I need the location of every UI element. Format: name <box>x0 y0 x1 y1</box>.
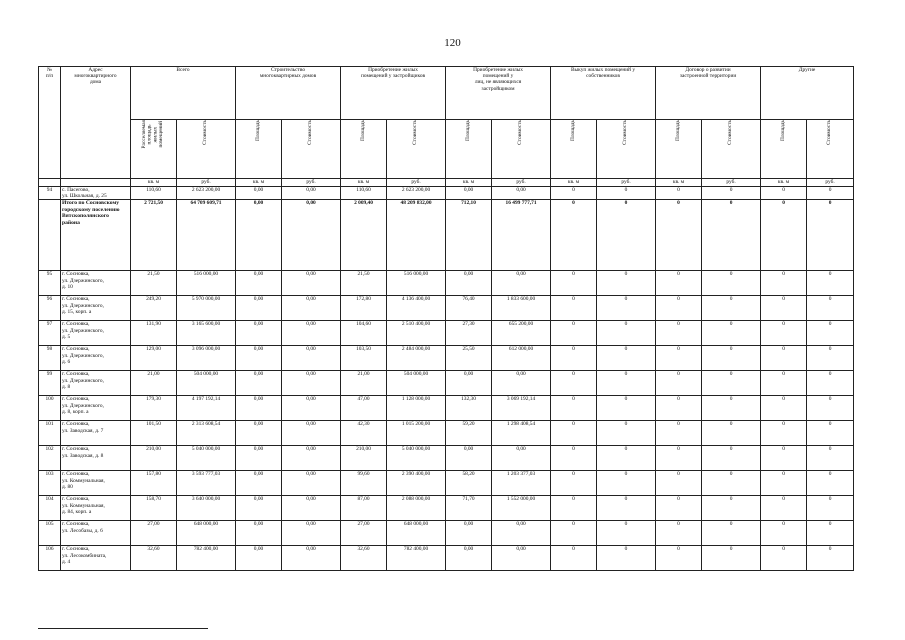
cost-value: 0,00 <box>492 271 551 296</box>
table-row <box>39 496 854 521</box>
table-row <box>39 346 854 371</box>
row-number: 97 <box>39 321 61 346</box>
cost-value: 0,00 <box>282 496 341 521</box>
row-number: 102 <box>39 446 61 471</box>
cost-value: 0 <box>807 371 854 396</box>
area-value: 0 <box>656 187 702 200</box>
unit-cell: кв. м <box>761 179 807 187</box>
total-row <box>39 200 854 271</box>
table-body <box>39 187 854 571</box>
cost-value: 0 <box>597 346 656 371</box>
area-value: 0 <box>656 421 702 446</box>
cost-value: 0 <box>597 496 656 521</box>
total-label: Итого по Сосновскому городскому поселению Вятскополянского района <box>61 200 131 271</box>
address-cell: г. Сосновка, ул. Дзержинского, д. 5 <box>61 321 131 346</box>
cost-value: 5 040 000,00 <box>177 446 236 471</box>
area-value: 0,00 <box>236 446 282 471</box>
table-row <box>39 521 854 546</box>
subheader-total-area: Расселяемая площадь жилых помещений <box>131 120 177 179</box>
cost-value: 0,00 <box>282 446 341 471</box>
area-value: 0 <box>656 521 702 546</box>
subheader-cost: Стоимость <box>282 120 341 179</box>
table-row <box>39 187 854 200</box>
area-value: 158,70 <box>131 496 177 521</box>
subheader-cost: Стоимость <box>387 120 446 179</box>
area-value: 99,60 <box>341 471 387 496</box>
cost-value: 0 <box>702 471 761 496</box>
cost-value: 0 <box>807 521 854 546</box>
area-value: 0,00 <box>236 371 282 396</box>
subheader-cost: Стоимость <box>492 120 551 179</box>
cost-value: 516 000,00 <box>177 271 236 296</box>
area-value: 0 <box>551 446 597 471</box>
area-value: 0 <box>656 371 702 396</box>
cost-value: 3 593 777,03 <box>177 471 236 496</box>
cost-value: 0 <box>597 200 656 271</box>
cost-value: 0 <box>807 496 854 521</box>
cost-value: 48 209 832,00 <box>387 200 446 271</box>
cost-value: 0 <box>807 321 854 346</box>
cost-value: 5 970 000,00 <box>177 296 236 321</box>
cost-value: 5 040 000,00 <box>387 446 446 471</box>
cost-value: 648 000,00 <box>177 521 236 546</box>
header-address: Адрес многоквартирного дома <box>61 67 131 179</box>
area-value: 0,00 <box>236 521 282 546</box>
cost-value: 0 <box>702 321 761 346</box>
subheader-area: Площадь <box>341 120 387 179</box>
area-value: 0 <box>761 546 807 571</box>
area-value: 0 <box>551 271 597 296</box>
cost-value: 782 400,00 <box>387 546 446 571</box>
area-value: 0 <box>551 321 597 346</box>
cost-value: 0 <box>807 271 854 296</box>
cost-value: 0 <box>807 296 854 321</box>
cost-value: 0 <box>597 396 656 421</box>
area-value: 712,10 <box>446 200 492 271</box>
table-row <box>39 321 854 346</box>
unit-cell: руб. <box>177 179 236 187</box>
area-value: 0 <box>761 496 807 521</box>
cost-value: 0,00 <box>492 521 551 546</box>
cost-value: 0,00 <box>282 546 341 571</box>
cost-value: 16 499 777,71 <box>492 200 551 271</box>
cost-value: 1 015 200,00 <box>387 421 446 446</box>
resettlement-cost-table <box>38 66 854 571</box>
address-cell: г. Сосновка, ул. Дзержинского, д. 15, корп. а <box>61 296 131 321</box>
subheader-cost: Стоимость <box>597 120 656 179</box>
area-value: 21,50 <box>341 271 387 296</box>
area-value: 157,80 <box>131 471 177 496</box>
cost-value: 504 000,00 <box>387 371 446 396</box>
cost-value: 2 088 000,00 <box>387 496 446 521</box>
area-value: 32,60 <box>341 546 387 571</box>
area-value: 27,00 <box>341 521 387 546</box>
address-cell: г. Сосновка, ул. Лесобазы, д. 6 <box>61 521 131 546</box>
cost-value: 2 623 200,00 <box>177 187 236 200</box>
unit-cell: руб. <box>597 179 656 187</box>
area-value: 0 <box>551 200 597 271</box>
cost-value: 1 833 600,00 <box>492 296 551 321</box>
cost-value: 516 000,00 <box>387 271 446 296</box>
cost-value: 3 165 600,00 <box>177 321 236 346</box>
cost-value: 0 <box>597 421 656 446</box>
area-value: 2 009,40 <box>341 200 387 271</box>
cost-value: 2 510 400,00 <box>387 321 446 346</box>
subheader-area: Площадь <box>761 120 807 179</box>
row-number: 95 <box>39 271 61 296</box>
cost-value: 0,00 <box>282 396 341 421</box>
page-number: 120 <box>444 37 461 49</box>
area-value: 0 <box>551 396 597 421</box>
cost-value: 0 <box>807 200 854 271</box>
row-number: 98 <box>39 346 61 371</box>
area-value: 110,60 <box>131 187 177 200</box>
address-cell: г. Сосновка, ул. Дзержинского, д. 6 <box>61 346 131 371</box>
area-value: 0 <box>551 521 597 546</box>
cost-value: 0 <box>807 346 854 371</box>
subheader-area: Площадь <box>446 120 492 179</box>
unit-cell: кв. м <box>236 179 282 187</box>
area-value: 104,60 <box>341 321 387 346</box>
cost-value: 0,00 <box>492 546 551 571</box>
table-row <box>39 421 854 446</box>
cost-value: 0,00 <box>282 346 341 371</box>
area-value: 0,00 <box>236 296 282 321</box>
cost-value: 0 <box>702 496 761 521</box>
unit-cell: руб. <box>387 179 446 187</box>
cost-value: 3 640 000,00 <box>177 496 236 521</box>
area-value: 110,60 <box>341 187 387 200</box>
cost-value: 0 <box>702 546 761 571</box>
cost-value: 2 390 400,00 <box>387 471 446 496</box>
area-value: 0,00 <box>446 546 492 571</box>
subheader-area: Площадь <box>551 120 597 179</box>
area-value: 0 <box>761 446 807 471</box>
cost-value: 0 <box>702 271 761 296</box>
cost-value: 0 <box>702 396 761 421</box>
cost-value: 0 <box>702 346 761 371</box>
cost-value: 782 400,00 <box>177 546 236 571</box>
area-value: 21,00 <box>341 371 387 396</box>
cost-value: 0 <box>702 421 761 446</box>
area-value: 47,00 <box>341 396 387 421</box>
cost-value: 0,00 <box>282 271 341 296</box>
area-value: 0 <box>656 271 702 296</box>
cost-value: 0,00 <box>282 200 341 271</box>
row-number <box>39 200 61 271</box>
table-row <box>39 271 854 296</box>
address-cell: г. Сосновка, ул. Дзержинского, д. 8 <box>61 371 131 396</box>
area-value: 0 <box>656 200 702 271</box>
area-value: 0 <box>761 346 807 371</box>
cost-value: 3 069 192,14 <box>492 396 551 421</box>
area-value: 0 <box>551 471 597 496</box>
cost-value: 0 <box>702 200 761 271</box>
area-value: 21,50 <box>131 271 177 296</box>
cost-value: 0 <box>807 446 854 471</box>
area-value: 0 <box>656 296 702 321</box>
area-value: 132,30 <box>446 396 492 421</box>
area-value: 0,00 <box>236 346 282 371</box>
area-value: 25,50 <box>446 346 492 371</box>
cost-value: 504 000,00 <box>177 371 236 396</box>
area-value: 0 <box>656 321 702 346</box>
area-value: 71,70 <box>446 496 492 521</box>
cost-value: 0,00 <box>282 296 341 321</box>
area-value: 27,30 <box>446 321 492 346</box>
area-value: 0 <box>551 546 597 571</box>
table-row <box>39 296 854 321</box>
area-value: 0 <box>656 546 702 571</box>
area-value: 87,00 <box>341 496 387 521</box>
area-value: 0 <box>761 321 807 346</box>
cost-value: 0 <box>597 371 656 396</box>
header-group-nondeveloper-purchase: Приобретение жилых помещений у лиц, не являющихся застройщиком <box>446 67 551 120</box>
row-number: 104 <box>39 496 61 521</box>
table-row <box>39 371 854 396</box>
area-value: 0 <box>761 271 807 296</box>
header-group-developer-purchase: Приобретение жилых помещений у застройщиков <box>341 67 446 120</box>
area-value: 0,00 <box>236 187 282 200</box>
row-number: 103 <box>39 471 61 496</box>
cost-value: 0 <box>702 521 761 546</box>
cost-value: 0 <box>807 546 854 571</box>
area-value: 0 <box>761 187 807 200</box>
unit-cell: кв. м <box>446 179 492 187</box>
area-value: 0,00 <box>446 446 492 471</box>
area-value: 0,00 <box>236 471 282 496</box>
cost-value: 64 709 609,71 <box>177 200 236 271</box>
unit-cell: кв. м <box>341 179 387 187</box>
unit-cell: кв. м <box>551 179 597 187</box>
address-cell: с. Пасегово, ул. Школьная, д. 25 <box>61 187 131 200</box>
unit-cell: руб. <box>807 179 854 187</box>
area-value: 0 <box>761 421 807 446</box>
row-number: 96 <box>39 296 61 321</box>
area-value: 0 <box>761 471 807 496</box>
area-value: 32,60 <box>131 546 177 571</box>
area-value: 0 <box>656 471 702 496</box>
row-number: 94 <box>39 187 61 200</box>
area-value: 131,90 <box>131 321 177 346</box>
area-value: 103,50 <box>341 346 387 371</box>
header-group-other: Другие <box>761 67 854 120</box>
cost-value: 2 484 000,00 <box>387 346 446 371</box>
area-value: 0,00 <box>236 321 282 346</box>
cost-value: 0 <box>807 421 854 446</box>
row-number: 101 <box>39 421 61 446</box>
cost-value: 0 <box>597 471 656 496</box>
cost-value: 0,00 <box>282 421 341 446</box>
cost-value: 0 <box>597 546 656 571</box>
cost-value: 0 <box>807 396 854 421</box>
cost-value: 1 203 377,03 <box>492 471 551 496</box>
row-number: 99 <box>39 371 61 396</box>
subheader-cost: Стоимость <box>807 120 854 179</box>
cost-value: 2 623 200,00 <box>387 187 446 200</box>
cost-value: 4 136 400,00 <box>387 296 446 321</box>
cost-value: 0,00 <box>282 371 341 396</box>
area-value: 0 <box>761 371 807 396</box>
area-value: 172,80 <box>341 296 387 321</box>
area-value: 0,00 <box>446 271 492 296</box>
area-value: 210,00 <box>131 446 177 471</box>
area-value: 179,30 <box>131 396 177 421</box>
cost-value: 1 552 000,00 <box>492 496 551 521</box>
units-row <box>39 179 854 187</box>
area-value: 0,00 <box>236 396 282 421</box>
area-value: 0,00 <box>236 546 282 571</box>
area-value: 0,00 <box>446 521 492 546</box>
cost-value: 0,00 <box>492 446 551 471</box>
header-group-buyout: Выкуп жилых помещений у собственников <box>551 67 656 120</box>
area-value: 0 <box>551 296 597 321</box>
area-value: 0 <box>656 396 702 421</box>
area-value: 21,00 <box>131 371 177 396</box>
address-cell: г. Сосновка, ул. Заводская, д. 8 <box>61 446 131 471</box>
unit-cell: руб. <box>702 179 761 187</box>
area-value: 249,20 <box>131 296 177 321</box>
area-value: 129,00 <box>131 346 177 371</box>
subheader-cost: Стоимость <box>702 120 761 179</box>
area-value: 0,00 <box>446 371 492 396</box>
area-value: 0 <box>551 496 597 521</box>
header-group-total: Всего <box>131 67 236 120</box>
area-value: 2 721,50 <box>131 200 177 271</box>
address-cell: г. Сосновка, ул. Дзержинского, д. 8, корп. а <box>61 396 131 421</box>
header-number: № п/п <box>39 67 61 179</box>
cost-value: 0,00 <box>282 471 341 496</box>
address-cell: г. Сосновка, ул. Лесокомбината, д. 4 <box>61 546 131 571</box>
cost-value: 0 <box>807 187 854 200</box>
area-value: 42,30 <box>341 421 387 446</box>
subheader-area: Площадь <box>656 120 702 179</box>
address-cell: г. Сосновка, ул. Дзержинского, д. 10 <box>61 271 131 296</box>
cost-value: 0 <box>702 371 761 396</box>
area-value: 76,40 <box>446 296 492 321</box>
footnote-divider <box>38 628 208 629</box>
area-value: 0 <box>551 346 597 371</box>
area-value: 0,00 <box>236 271 282 296</box>
area-value: 210,00 <box>341 446 387 471</box>
area-value: 0,00 <box>236 496 282 521</box>
cost-value: 0 <box>597 321 656 346</box>
area-value: 0 <box>656 446 702 471</box>
area-value: 0 <box>761 396 807 421</box>
cost-value: 0 <box>702 187 761 200</box>
cost-value: 0 <box>597 187 656 200</box>
cost-value: 655 200,00 <box>492 321 551 346</box>
cost-value: 0 <box>597 271 656 296</box>
cost-value: 2 313 608,54 <box>177 421 236 446</box>
cost-value: 0 <box>702 296 761 321</box>
cost-value: 0 <box>597 446 656 471</box>
area-value: 0 <box>761 521 807 546</box>
cost-value: 0,00 <box>492 371 551 396</box>
table-row <box>39 546 854 571</box>
table-row <box>39 471 854 496</box>
area-value: 27,00 <box>131 521 177 546</box>
area-value: 101,50 <box>131 421 177 446</box>
row-number: 100 <box>39 396 61 421</box>
cost-value: 648 000,00 <box>387 521 446 546</box>
address-cell: г. Сосновка, ул. Коммунальная, д. 80 <box>61 471 131 496</box>
unit-cell: кв. м <box>656 179 702 187</box>
cost-value: 4 197 192,14 <box>177 396 236 421</box>
table-row <box>39 396 854 421</box>
cost-value: 0,00 <box>492 187 551 200</box>
area-value: 0,00 <box>236 200 282 271</box>
area-value: 0 <box>551 187 597 200</box>
area-value: 0,00 <box>446 187 492 200</box>
unit-cell: руб. <box>282 179 341 187</box>
area-value: 0,00 <box>236 421 282 446</box>
area-value: 0 <box>761 200 807 271</box>
area-value: 59,20 <box>446 421 492 446</box>
row-number: 106 <box>39 546 61 571</box>
cost-value: 3 096 000,00 <box>177 346 236 371</box>
cost-value: 0 <box>807 471 854 496</box>
unit-cell: руб. <box>492 179 551 187</box>
area-value: 0 <box>551 371 597 396</box>
area-value: 0 <box>761 296 807 321</box>
header-group-construction: Строительство многоквартирных домов <box>236 67 341 120</box>
header-group-territory: Договор о развитии застроенной территории <box>656 67 761 120</box>
cost-value: 0,00 <box>282 521 341 546</box>
cost-value: 0,00 <box>282 187 341 200</box>
cost-value: 1 298 408,54 <box>492 421 551 446</box>
area-value: 0 <box>656 346 702 371</box>
area-value: 0 <box>656 496 702 521</box>
row-number: 105 <box>39 521 61 546</box>
address-cell: г. Сосновка, ул. Коммунальная, д. 84, корп. а <box>61 496 131 521</box>
address-cell: г. Сосновка, ул. Заводская, д. 7 <box>61 421 131 446</box>
area-value: 0 <box>551 421 597 446</box>
cost-value: 0 <box>702 446 761 471</box>
cost-value: 0,00 <box>282 321 341 346</box>
subheader-total-cost: Стоимость <box>177 120 236 179</box>
area-value: 58,20 <box>446 471 492 496</box>
cost-value: 0 <box>597 296 656 321</box>
cost-value: 0 <box>597 521 656 546</box>
unit-cell: кв. м <box>131 179 177 187</box>
cost-value: 1 128 000,00 <box>387 396 446 421</box>
cost-value: 612 000,00 <box>492 346 551 371</box>
table-row <box>39 446 854 471</box>
subheader-area: Площадь <box>236 120 282 179</box>
